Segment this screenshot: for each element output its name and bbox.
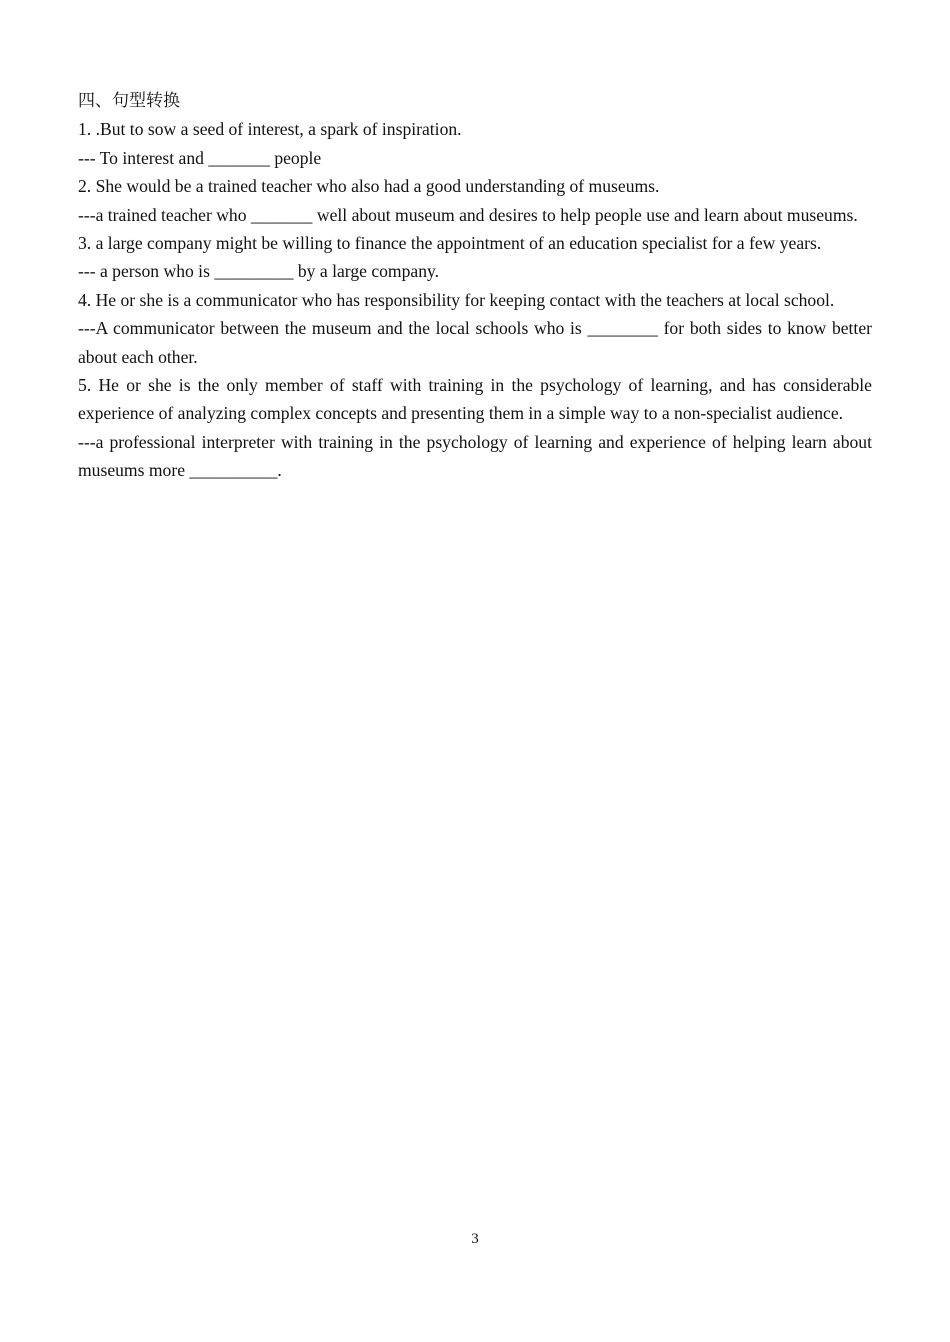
item-3-prompt: 3. a large company might be willing to finance the appointment of an education specialist for a few years.	[78, 233, 822, 254]
item-5-prompt: 5. He or she is the only member of staff with training in the psychology of learning, and has considerable experience of analyzing complex concepts and presenting them in a simple way to a non-specialist audience.	[78, 375, 872, 424]
item-4-answer: ---A communicator between the museum and the local schools who is ________ for both sides to know better about each other.	[78, 318, 872, 367]
item-4-prompt: 4. He or she is a communicator who has responsibility for keeping contact with the teachers at local school.	[78, 289, 835, 310]
item-2-prompt: 2. She would be a trained teacher who also had a good understanding of museums.	[78, 176, 660, 197]
item-1-prompt: 1. .But to sow a seed of interest, a spark of inspiration.	[78, 119, 462, 140]
section-title: 四、句型转换	[78, 91, 180, 111]
item-5-answer: ---a professional interpreter with training in the psychology of learning and experience of helping learn about museums more __________.	[78, 431, 872, 481]
page-number: 3	[471, 1231, 479, 1247]
document-body	[78, 87, 872, 485]
item-3-answer: --- a person who is _________ by a large company.	[78, 261, 440, 282]
item-2-answer: ---a trained teacher who _______ well about museum and desires to help people use and learn about museums.	[78, 204, 858, 225]
item-1-answer: --- To interest and _______ people	[78, 147, 322, 168]
